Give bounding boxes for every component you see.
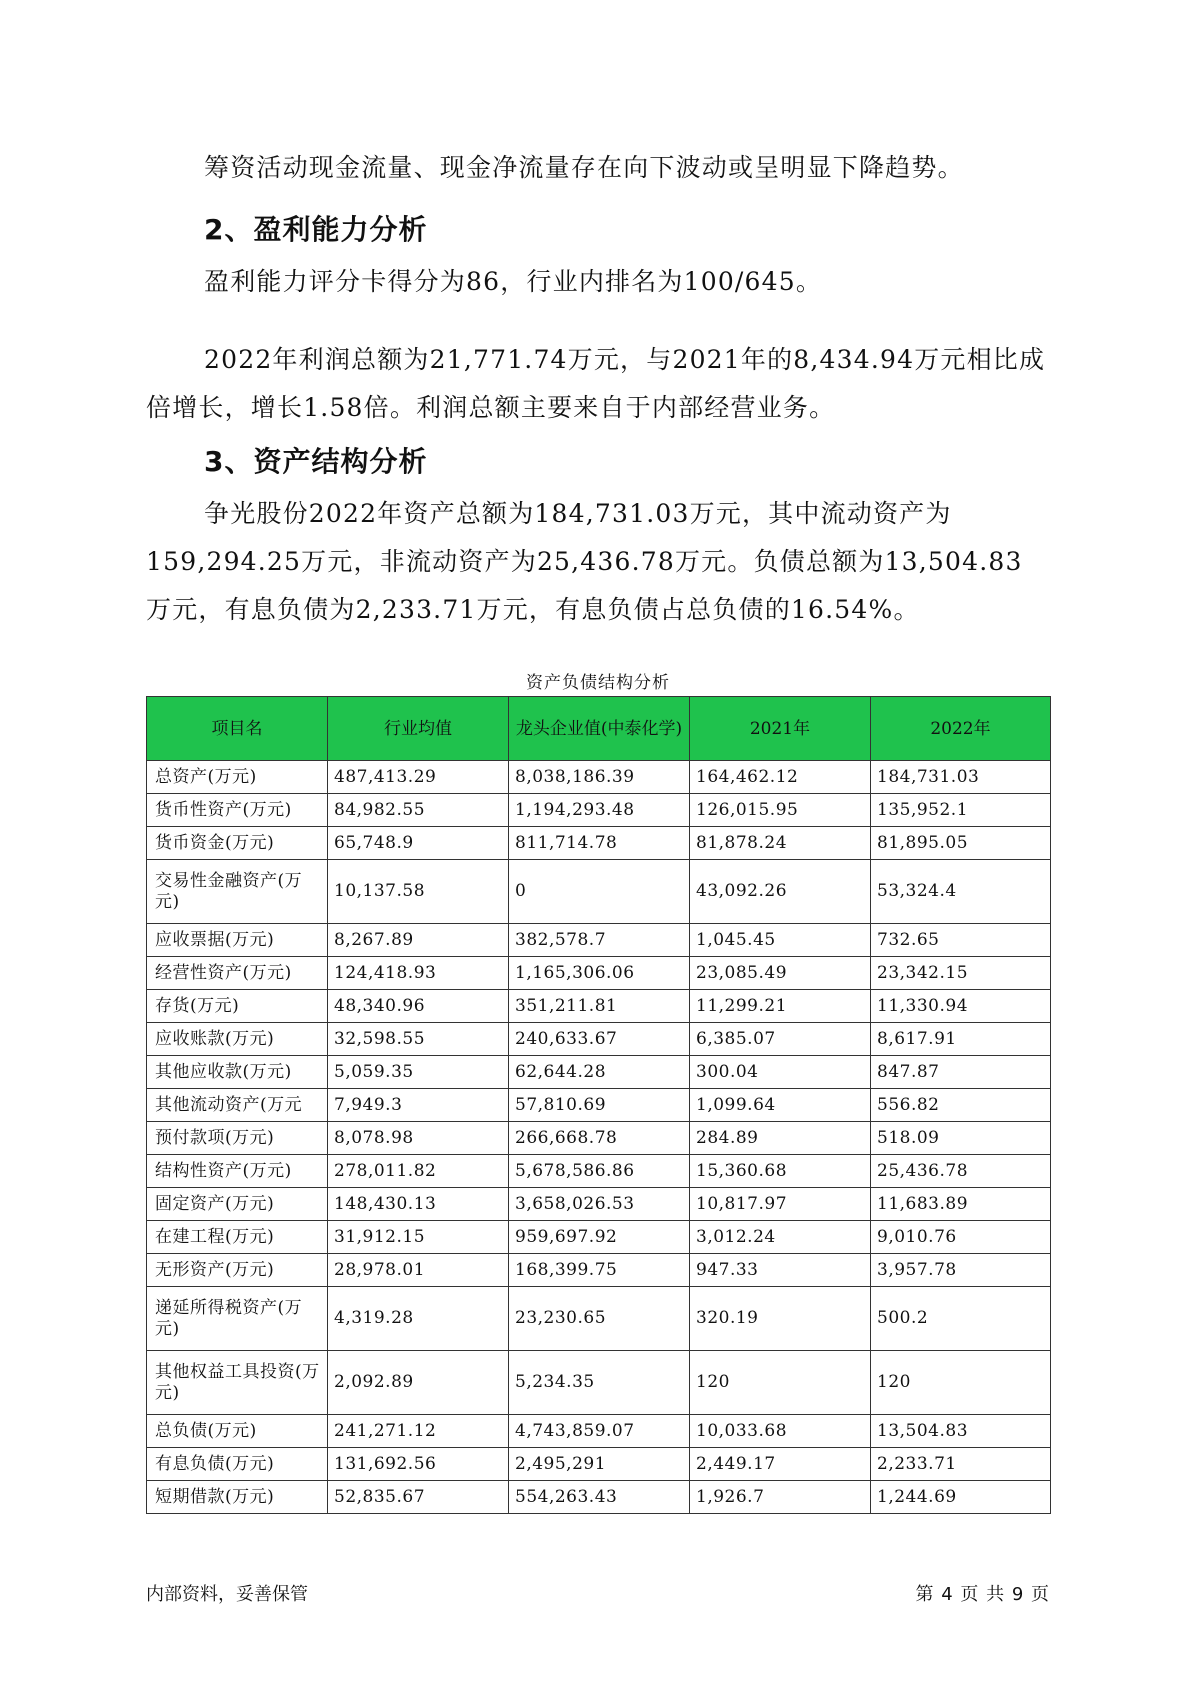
table-row [147, 1254, 1051, 1287]
row-label: 货币性资产(万元) [147, 794, 328, 827]
row-label: 递延所得税资产(万元) [147, 1287, 328, 1351]
cell-leader-value: 554,263.43 [509, 1481, 690, 1514]
cell-industry-average: 84,982.55 [328, 794, 509, 827]
cell-2022: 847.87 [871, 1056, 1051, 1089]
cell-industry-average: 487,413.29 [328, 761, 509, 794]
cell-industry-average: 28,978.01 [328, 1254, 509, 1287]
cell-2021: 43,092.26 [690, 860, 871, 924]
row-label: 预付款项(万元) [147, 1122, 328, 1155]
cell-2022: 23,342.15 [871, 957, 1051, 990]
cell-2021: 10,033.68 [690, 1415, 871, 1448]
footer-confidential-note: 内部资料，妥善保管 [146, 1584, 308, 1605]
cell-2021: 284.89 [690, 1122, 871, 1155]
cell-2022: 8,617.91 [871, 1023, 1051, 1056]
row-label: 经营性资产(万元) [147, 957, 328, 990]
section-heading-profitability: 2、盈利能力分析 [204, 213, 428, 246]
table-row [147, 990, 1051, 1023]
table-row [147, 1089, 1051, 1122]
cell-industry-average: 131,692.56 [328, 1448, 509, 1481]
cell-industry-average: 52,835.67 [328, 1481, 509, 1514]
cell-2021: 164,462.12 [690, 761, 871, 794]
cell-2022: 81,895.05 [871, 827, 1051, 860]
row-label: 应收账款(万元) [147, 1023, 328, 1056]
table-row [147, 1188, 1051, 1221]
table-row [147, 1448, 1051, 1481]
cell-2022: 518.09 [871, 1122, 1051, 1155]
cell-2022: 1,244.69 [871, 1481, 1051, 1514]
cell-2022: 184,731.03 [871, 761, 1051, 794]
cell-2021: 23,085.49 [690, 957, 871, 990]
cell-leader-value: 168,399.75 [509, 1254, 690, 1287]
section-heading-asset-structure: 3、资产结构分析 [204, 445, 428, 478]
cell-leader-value: 351,211.81 [509, 990, 690, 1023]
cell-leader-value: 23,230.65 [509, 1287, 690, 1351]
table-row [147, 1415, 1051, 1448]
row-label: 有息负债(万元) [147, 1448, 328, 1481]
cell-2021: 15,360.68 [690, 1155, 871, 1188]
cell-2021: 11,299.21 [690, 990, 871, 1023]
header-leader-value: 龙头企业值(中泰化学) [509, 697, 690, 761]
cell-leader-value: 266,668.78 [509, 1122, 690, 1155]
balance-structure-table [146, 696, 1051, 1514]
table-header-row [147, 697, 1051, 761]
row-label: 交易性金融资产(万元) [147, 860, 328, 924]
cell-leader-value: 3,658,026.53 [509, 1188, 690, 1221]
cell-leader-value: 57,810.69 [509, 1089, 690, 1122]
table-row [147, 1351, 1051, 1415]
cell-2021: 320.19 [690, 1287, 871, 1351]
cell-industry-average: 48,340.96 [328, 990, 509, 1023]
header-2021: 2021年 [690, 697, 871, 761]
cell-2021: 81,878.24 [690, 827, 871, 860]
row-label: 固定资产(万元) [147, 1188, 328, 1221]
row-label: 总资产(万元) [147, 761, 328, 794]
cell-leader-value: 62,644.28 [509, 1056, 690, 1089]
cell-2022: 135,952.1 [871, 794, 1051, 827]
cell-industry-average: 7,949.3 [328, 1089, 509, 1122]
cell-industry-average: 31,912.15 [328, 1221, 509, 1254]
header-2022: 2022年 [871, 697, 1051, 761]
cell-2022: 3,957.78 [871, 1254, 1051, 1287]
cell-2021: 126,015.95 [690, 794, 871, 827]
row-label: 无形资产(万元) [147, 1254, 328, 1287]
cell-leader-value: 4,743,859.07 [509, 1415, 690, 1448]
cell-leader-value: 240,633.67 [509, 1023, 690, 1056]
cell-industry-average: 278,011.82 [328, 1155, 509, 1188]
table-row [147, 1287, 1051, 1351]
cell-2022: 732.65 [871, 924, 1051, 957]
cell-2022: 9,010.76 [871, 1221, 1051, 1254]
table-row [147, 1056, 1051, 1089]
paragraph-profit-score [146, 258, 1046, 306]
cell-2021: 10,817.97 [690, 1188, 871, 1221]
row-label: 其他流动资产(万元 [147, 1089, 328, 1122]
cell-2022: 53,324.4 [871, 860, 1051, 924]
table-caption: 资产负债结构分析 [526, 673, 670, 693]
cell-2021: 2,449.17 [690, 1448, 871, 1481]
cell-2022: 25,436.78 [871, 1155, 1051, 1188]
table-row [147, 957, 1051, 990]
table-row [147, 1122, 1051, 1155]
table-row [147, 924, 1051, 957]
paragraph-text: 筹资活动现金流量、现金净流量存在向下波动或呈明显下降趋势。 [204, 153, 964, 182]
cell-industry-average: 148,430.13 [328, 1188, 509, 1221]
cell-2022: 11,683.89 [871, 1188, 1051, 1221]
cell-leader-value: 5,678,586.86 [509, 1155, 690, 1188]
cell-2021: 1,926.7 [690, 1481, 871, 1514]
cell-2021: 6,385.07 [690, 1023, 871, 1056]
cell-industry-average: 4,319.28 [328, 1287, 509, 1351]
cell-2022: 11,330.94 [871, 990, 1051, 1023]
row-label: 总负债(万元) [147, 1415, 328, 1448]
cell-2022: 13,504.83 [871, 1415, 1051, 1448]
cell-leader-value: 8,038,186.39 [509, 761, 690, 794]
paragraph-text: 争光股份2022年资产总额为184,731.03万元，其中流动资产为159,294.25万元，非流动资产为25,436.78万元。负债总额为13,504.83万元，有息负债为2,233.71万元，有息负债占总负债的16.54%。 [146, 499, 1023, 624]
cell-leader-value: 1,194,293.48 [509, 794, 690, 827]
cell-industry-average: 241,271.12 [328, 1415, 509, 1448]
cell-leader-value: 811,714.78 [509, 827, 690, 860]
table-row [147, 1023, 1051, 1056]
cell-2021: 1,045.45 [690, 924, 871, 957]
paragraph-text: 盈利能力评分卡得分为86，行业内排名为100/645。 [204, 267, 823, 296]
paragraph-text: 2022年利润总额为21,771.74万元，与2021年的8,434.94万元相比成倍增长，增长1.58倍。利润总额主要来自于内部经营业务。 [146, 345, 1046, 422]
row-label: 结构性资产(万元) [147, 1155, 328, 1188]
cell-industry-average: 124,418.93 [328, 957, 509, 990]
paragraph-financing-trend [146, 144, 1046, 192]
cell-industry-average: 65,748.9 [328, 827, 509, 860]
cell-2021: 3,012.24 [690, 1221, 871, 1254]
cell-industry-average: 8,078.98 [328, 1122, 509, 1155]
cell-2021: 120 [690, 1351, 871, 1415]
paragraph-asset-total [146, 490, 1046, 634]
cell-industry-average: 2,092.89 [328, 1351, 509, 1415]
cell-leader-value: 2,495,291 [509, 1448, 690, 1481]
paragraph-profit-total [146, 336, 1046, 432]
header-industry-average: 行业均值 [328, 697, 509, 761]
table-row [147, 1155, 1051, 1188]
table-row [147, 860, 1051, 924]
cell-industry-average: 8,267.89 [328, 924, 509, 957]
cell-industry-average: 32,598.55 [328, 1023, 509, 1056]
row-label: 货币资金(万元) [147, 827, 328, 860]
cell-2021: 1,099.64 [690, 1089, 871, 1122]
table-row [147, 761, 1051, 794]
cell-2022: 556.82 [871, 1089, 1051, 1122]
cell-2022: 500.2 [871, 1287, 1051, 1351]
header-item-name: 项目名 [147, 697, 328, 761]
cell-2021: 300.04 [690, 1056, 871, 1089]
table-row [147, 794, 1051, 827]
footer-page-number: 第 4 页 共 9 页 [915, 1584, 1050, 1605]
cell-2022: 120 [871, 1351, 1051, 1415]
table-row [147, 1221, 1051, 1254]
row-label: 其他权益工具投资(万元) [147, 1351, 328, 1415]
cell-2022: 2,233.71 [871, 1448, 1051, 1481]
cell-industry-average: 5,059.35 [328, 1056, 509, 1089]
row-label: 应收票据(万元) [147, 924, 328, 957]
table-row [147, 827, 1051, 860]
cell-leader-value: 382,578.7 [509, 924, 690, 957]
cell-industry-average: 10,137.58 [328, 860, 509, 924]
row-label: 存货(万元) [147, 990, 328, 1023]
row-label: 在建工程(万元) [147, 1221, 328, 1254]
cell-leader-value: 0 [509, 860, 690, 924]
cell-2021: 947.33 [690, 1254, 871, 1287]
row-label: 短期借款(万元) [147, 1481, 328, 1514]
cell-leader-value: 5,234.35 [509, 1351, 690, 1415]
cell-leader-value: 1,165,306.06 [509, 957, 690, 990]
table-row [147, 1481, 1051, 1514]
row-label: 其他应收款(万元) [147, 1056, 328, 1089]
cell-leader-value: 959,697.92 [509, 1221, 690, 1254]
